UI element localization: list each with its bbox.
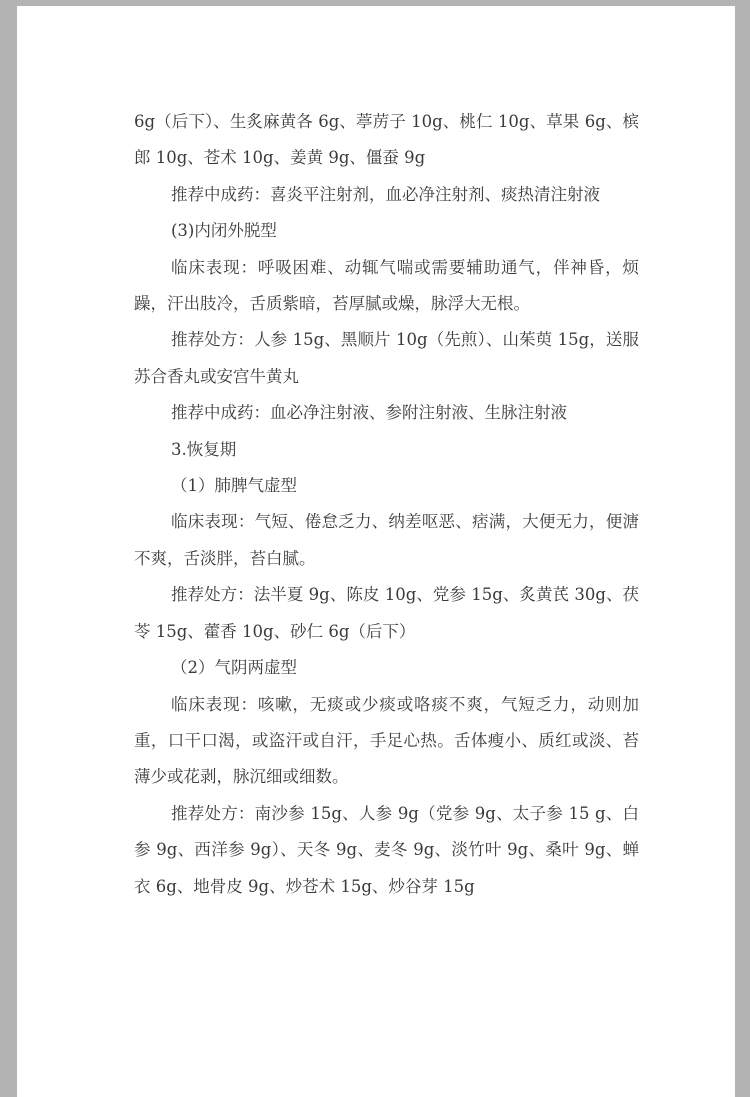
document-page — [17, 6, 735, 1097]
paragraph: 推荐中成药：血必净注射液、参附注射液、生脉注射液 — [171, 403, 567, 423]
section-heading: （2）气阴两虚型 — [171, 658, 297, 678]
section-heading: （1）肺脾气虚型 — [171, 476, 297, 496]
section-heading: (3)内闭外脱型 — [171, 221, 277, 241]
paragraph: 6g（后下）、生炙麻黄各 6g、葶苈子 10g、桃仁 10g、草果 6g、槟郎 10g、苍术 10g、姜黄 9g、僵蚕 9g — [134, 112, 639, 168]
paragraph: 临床表现：气短、倦怠乏力、纳差呕恶、痞满，大便无力，便溏不爽，舌淡胖，苔白腻。 — [134, 512, 639, 568]
paragraph: 临床表现：呼吸困难、动辄气喘或需要辅助通气，伴神昏，烦躁，汗出肢冷，舌质紫暗，苔厚腻或燥，脉浮大无根。 — [134, 257, 639, 314]
paragraph: 推荐处方：法半夏 9g、陈皮 10g、党参 15g、炙黄芪 30g、茯苓 15g、藿香 10g、砂仁 6g（后下） — [134, 585, 639, 641]
paragraph: 推荐处方：南沙参 15g、人参 9g（党参 9g、太子参 15 g、白参 9g、西洋参 9g）、天冬 9g、麦冬 9g、淡竹叶 9g、桑叶 9g、蝉衣 6g、地骨皮 9g、炒苍术 15g、炒谷芽 15g — [134, 803, 639, 896]
paragraph: 推荐处方：人参 15g、黑顺片 10g（先煎）、山茱萸 15g，送服苏合香丸或安宫牛黄丸 — [134, 330, 639, 386]
paragraph: 推荐中成药：喜炎平注射剂，血必净注射剂、痰热清注射液 — [171, 184, 600, 204]
paragraph: 临床表现：咳嗽，无痰或少痰或咯痰不爽，气短乏力，动则加重，口干口渴，或盗汗或自汗，手足心热。舌体瘦小、质红或淡、苔薄少或花剥，脉沉细或细数。 — [134, 694, 639, 787]
document-body — [134, 104, 639, 905]
section-heading: 3.恢复期 — [171, 439, 237, 459]
